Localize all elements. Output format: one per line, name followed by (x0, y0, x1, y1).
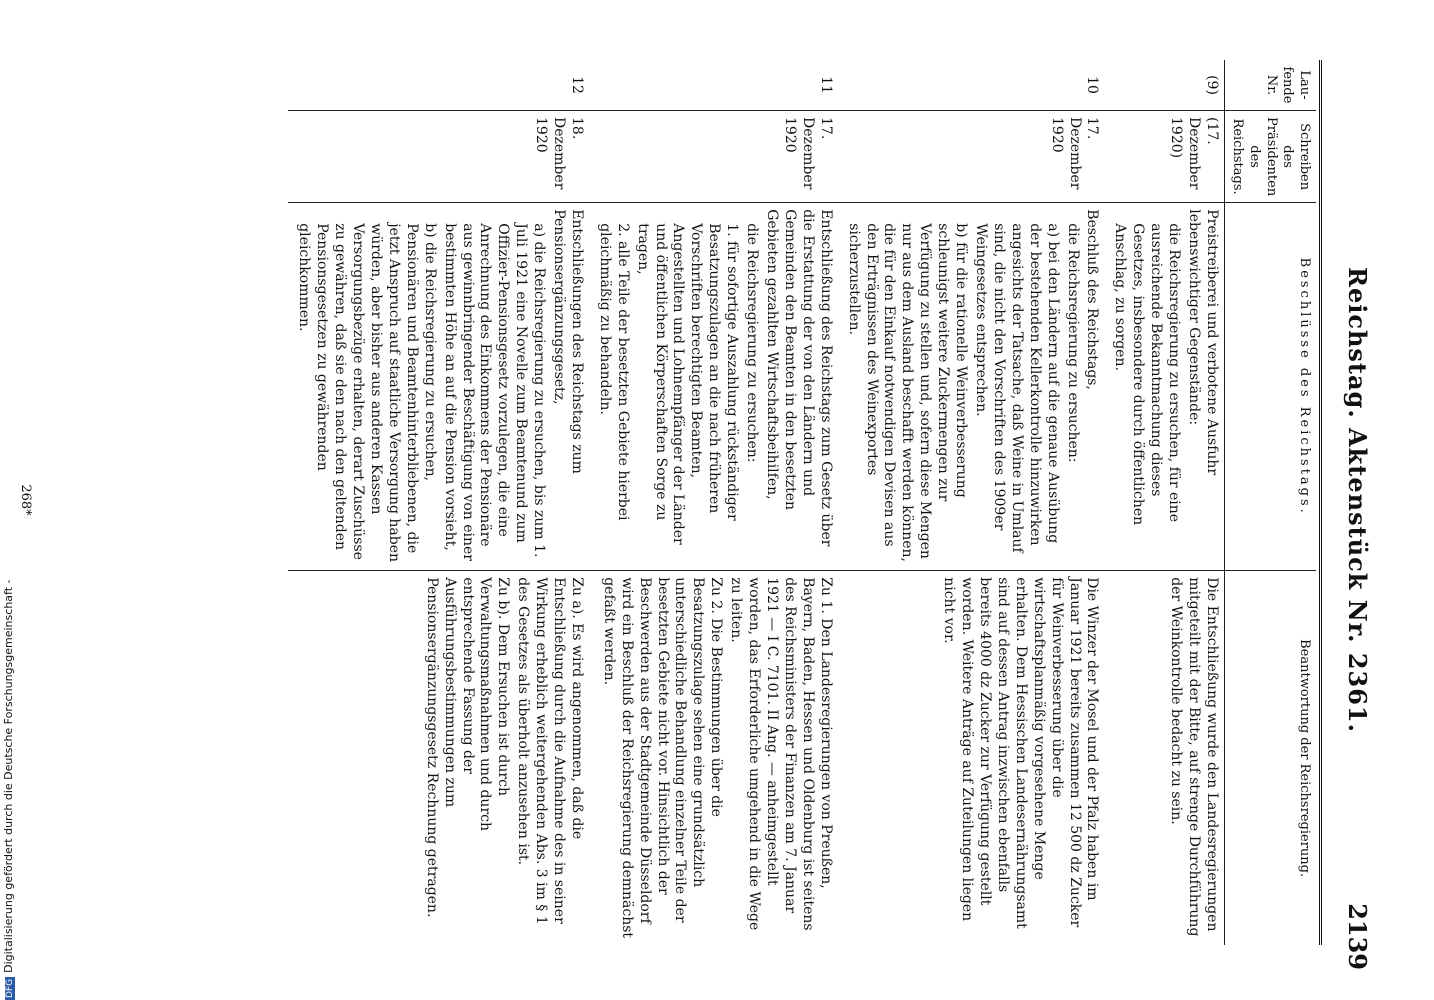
decision-paragraph: a) bei den Ländern auf die genaue Ausübung der bestehenden Kellerkontrolle hinzuwirken angesichts der Tatsache, daß Weine in Umlauf sind, die nicht den Vorschriften des 1909er Weingesetzes entsprechen. (973, 223, 1061, 553)
page-signature: 268* (18, 484, 33, 516)
header-nr: Lau-fende Nr. (1224, 60, 1316, 111)
decision-paragraph: 1. für sofortige Auszahlung rückständiger Besatzungszulagen an die nach früheren Vorschriften berechtigten Beamten, Angestellten und Lohnempfänger der Länder und öffentlichen Körperschaften Sorge zu tragen, (634, 223, 741, 545)
resolutions-table (288, 60, 1316, 945)
row-date: 18. Dezember 1920 (288, 111, 589, 203)
row-date: (17. Dezember 1920) (1104, 111, 1224, 203)
decision-paragraph: Entschließungen des Reichstags zum Pensionsergänzungsgesetz, (551, 209, 585, 474)
row-number: 11 (817, 76, 834, 94)
dfg-logo: DFG (5, 978, 15, 998)
page-header (1332, 30, 1372, 970)
row-date: 17. Dezember 1920 (589, 111, 838, 203)
answer-paragraph: Die Winzer der Mosel und der Pfalz haben im Januar 1921 bereits zusammen 12 500 dz Zucker für Weinverbesserung über die wirtschaftsplanmäßig vorgesehene Menge erhalten. Dem Hessischen Landesernährungsamt sind auf dessen Antrag inzwischen ebenfalls bereits 4000 dz Zucker zur Verfügung gestellt worden. Weitere Anträge auf Zuteilungen liegen nicht vor. (941, 577, 1101, 929)
decision-paragraph: Entschließung des Reichstags zum Gesetz über die Erstattung der von den Ländern und Gemeinden den Beamten in den besetzten Gebieten gezahlten Wirtschaftsbeihilfen, (764, 209, 834, 547)
row-decision (589, 203, 838, 571)
decision-paragraph: a) die Reichsregierung zu ersuchen, bis zum 1. Juli 1921 eine Novelle zum Beamtenund zum Offizier-Pensionsgesetz vorzulegen, die eine Anrechnung des Einkommens der Pensionäre aus gewinnbringender Beschäftigung von einer bestimmten Höhe an auf die Pension vorsieht, (441, 223, 548, 561)
row-decision (1104, 203, 1224, 571)
digitization-credit (2, 10, 16, 1000)
page-number: 2139 (1343, 903, 1372, 970)
decision-paragraph: b) die Reichsregierung zu ersuchen, Pensionären und Beamtenhinterbliebenen, die jetzt Anspruch auf staatliche Versorgung haben würden, aber bisher aus anderen Kassen Versorgungsbezüge erhalten, derart Zuschüsse zu gewähren, daß sie den nach den geltenden Pensionsgesetzen zu gewährenden gleichkommen. (296, 223, 438, 563)
answer-paragraph: Die Entschließung wurde den Landesregierungen mitgeteilt mit der Bitte, auf strenge Durchführung der Weinkontrolle bedacht zu sein. (1168, 577, 1220, 937)
page-title: Reichstag. Aktenstück Nr. 2361. (1343, 267, 1372, 733)
decision-paragraph: die Reichsregierung zu ersuchen: (744, 223, 761, 463)
row-answer (288, 571, 589, 945)
decision-paragraph: Beschluß des Reichstags, (1084, 209, 1101, 390)
row-number: 10 (1084, 76, 1101, 94)
header-date: Schreiben des Präsidenten des Reichstags. (1224, 111, 1316, 203)
decision-paragraph: b) für die rationelle Weinverbesserung schleunigst weitere Zuckermengen zur Verfügung zu stellen und, sofern diese Mengen nur aus dem Ausland beschafft werden können, die für den Einkauf notwendigen Devisen aus den Erträgnissen des Weinexportes sicherzustellen. (845, 223, 970, 562)
decision-paragraph: die Reichsregierung zu ersuchen, für eine ausreichende Bekanntmachung dieses Gesetzes, insbesondere durch öffentlichen Anschlag, zu sorgen. (1112, 223, 1183, 526)
decision-paragraph: 2. alle Teile der besetzten Gebiete hierbei gleichmäßig zu behandeln. (596, 223, 631, 521)
header-rule (1319, 60, 1322, 945)
row-answer (1104, 571, 1224, 945)
decision-paragraph: Preistreiberei und verbotene Ausfuhr lebenswichtiger Gegenstände: (1185, 209, 1220, 476)
table-header-row (1224, 60, 1316, 945)
row-date: 17. Dezember 1920 (838, 111, 1105, 203)
header-decision: Beschlüsse des Reichstags. (1224, 203, 1316, 571)
row-decision (288, 203, 589, 571)
answer-paragraph: Zu 1. Den Landesregierungen von Preußen, Bayern, Baden, Hessen und Oldenburg ist seitens des Reichsministers der Finanzen am 7. Januar 1921 — I C. 7101. II Ang. — anheimgestellt worden, das Erforderliche umgehend in die Wege zu leiten. (728, 577, 834, 931)
table-row (589, 60, 838, 945)
header-answer: Beantwortung der Reichsregierung. (1224, 571, 1316, 945)
row-number: 12 (568, 76, 585, 94)
answer-paragraph: Zu a). Es wird angenommen, daß die Entschließung durch die Aufnahme des in seiner Wirkung erheblich weitergehenden Abs. 3 im § 1 des Gesetzes als überholt anzusehen ist. (515, 577, 585, 925)
row-answer (589, 571, 838, 945)
row-number: (9) (1203, 75, 1220, 95)
credit-text: Digitalisierung gefördert durch die Deutsche Forschungsgemeinschaft - (2, 579, 15, 973)
decision-paragraph: die Reichsregierung zu ersuchen: (1064, 223, 1081, 463)
table-row (838, 60, 1105, 945)
table-row (288, 60, 589, 945)
row-decision (838, 203, 1105, 571)
table-row (1104, 60, 1224, 945)
answer-paragraph: Zu 2. Die Bestimmungen über die Besatzungszulage sehen eine grundsätzlich unterschiedliche Behandlung einzelner Teile der besetzten Gebiete nicht vor. Hinsichtlich der Beschwerden aus der Stadtgemeinde Düsseldorf wird ein Beschluß der Reichsregierung demnächst gefaßt werden. (600, 577, 725, 939)
answer-paragraph: Zu b). Dem Ersuchen ist durch Verwaltungsmaßnahmen und durch entsprechende Fassung der Ausführungsbestimmungen zum Pensionsergänzungsgesetz Rechnung getragen. (423, 577, 512, 918)
row-answer (838, 571, 1105, 945)
